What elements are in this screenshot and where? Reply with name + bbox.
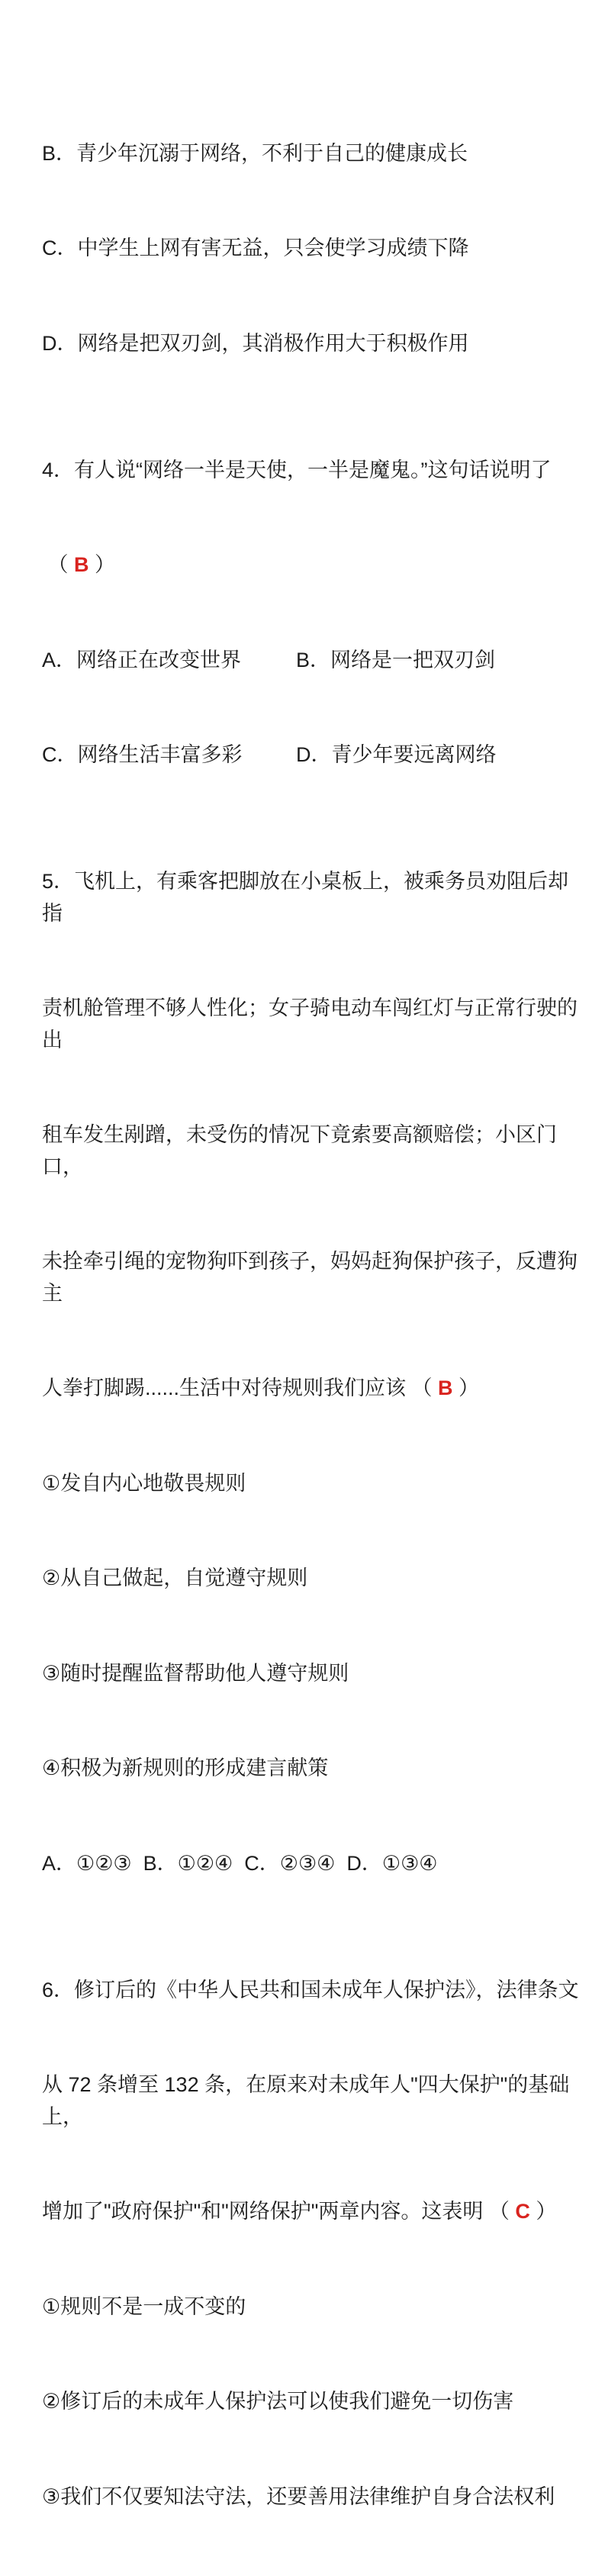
q5-stem-line-1	[42, 866, 584, 929]
q4-option-c: C．网络生活丰富多彩	[42, 743, 243, 766]
q5-stem-line-5-text: 人拳打脚踢......生活中对待规则我们应该 （	[42, 1377, 439, 1399]
q5-item-2-text: ②从自己做起，自觉遵守规则	[42, 1567, 308, 1589]
q6-item-3-text: ③我们不仅要知法守法，还要善用法律维护自身合法权利	[42, 2484, 555, 2508]
q5-stem-line-1-text: 5．飞机上，有乘客把脚放在小桌板上，被乘务员劝阻后却指	[42, 870, 569, 925]
q6-item-2-text: ②修订后的未成年人保护法可以使我们避免一切伤害	[42, 2390, 514, 2413]
q4-stem-text: 4．有人说“网络一半是天使，一半是魔鬼。”这句话说明了	[42, 458, 552, 481]
q4-option-b: B．网络是一把双刃剑	[296, 648, 496, 671]
q5-answer-line	[42, 1373, 584, 1405]
q5-stem-line-2-text: 责机舱管理不够人性化；女子骑电动车闯红灯与正常行驶的出	[42, 997, 578, 1051]
q6-answer-letter: C	[515, 2200, 530, 2223]
q3-option-b-text: B．青少年沉溺于网络，不利于自己的健康成长	[42, 141, 468, 165]
q5-item-3-text: ③随时提醒监督帮助他人遵守规则	[42, 1661, 349, 1685]
q6-item-1	[42, 2291, 584, 2323]
q6-stem-line-3-text: 增加了"政府保护"和"网络保护"两章内容。这表明 （	[42, 2200, 516, 2223]
q5-answer-letter: B	[438, 1377, 453, 1399]
q5-options-row	[42, 1848, 584, 1880]
q3-option-b	[42, 138, 584, 170]
q4-stem	[42, 455, 584, 487]
q5-item-4	[42, 1753, 584, 1785]
q6-item-3	[42, 2481, 584, 2513]
q6-stem-line-2-text: 从 72 条增至 132 条，在原来对未成年人"四大保护"的基础上，	[42, 2073, 570, 2128]
q5-item-2	[42, 1563, 584, 1595]
q5-options-text: A．①②③ B．①②④ C．②③④ D．①③④	[42, 1851, 438, 1875]
q6-answer-close: ）	[529, 2200, 557, 2223]
q4-answer-close: ）	[88, 553, 116, 576]
q5-stem-line-4	[42, 1246, 584, 1309]
q5-answer-close: ）	[452, 1377, 480, 1399]
q6-item-1-text: ①规则不是一成不变的	[42, 2294, 246, 2318]
q4-option-d: D．青少年要远离网络	[296, 743, 497, 766]
q5-stem-line-3	[42, 1119, 584, 1183]
q5-item-1	[42, 1468, 584, 1500]
q3-option-d-text: D．网络是把双刃剑，其消极作用大于积极作用	[42, 331, 469, 355]
q5-item-3	[42, 1658, 584, 1690]
q4-options-row-1	[42, 645, 584, 677]
q6-answer-line	[42, 2196, 584, 2228]
q5-item-4-text: ④积极为新规则的形成建言献策	[42, 1757, 329, 1779]
q4-answer-letter: B	[74, 553, 89, 576]
q5-stem-line-4-text: 未拴牵引绳的宠物狗吓到孩子，妈妈赶狗保护孩子，反遭狗主	[42, 1250, 578, 1305]
q5-stem-line-2	[42, 993, 584, 1056]
q6-stem-line-2	[42, 2069, 584, 2133]
q6-stem-line-1-text: 6．修订后的《中华人民共和国未成年人保护法》，法律条文	[42, 1978, 579, 2001]
q6-stem-line-1	[42, 1975, 584, 2007]
q3-option-c	[42, 233, 584, 265]
q5-stem-line-3-text: 租车发生剐蹭，未受伤的情况下竟索要高额赔偿；小区门口，	[42, 1123, 557, 1178]
q4-answer-line	[42, 549, 584, 581]
q4-option-a: A．网络正在改变世界	[42, 648, 242, 671]
q5-item-1-text: ①发自内心地敬畏规则	[42, 1471, 246, 1495]
q3-option-c-text: C．中学生上网有害无益，只会使学习成绩下降	[42, 237, 469, 259]
q6-item-2	[42, 2386, 584, 2418]
q4-options-row-2	[42, 739, 584, 771]
q3-option-d	[42, 328, 584, 360]
q4-answer-open: （	[42, 553, 75, 576]
